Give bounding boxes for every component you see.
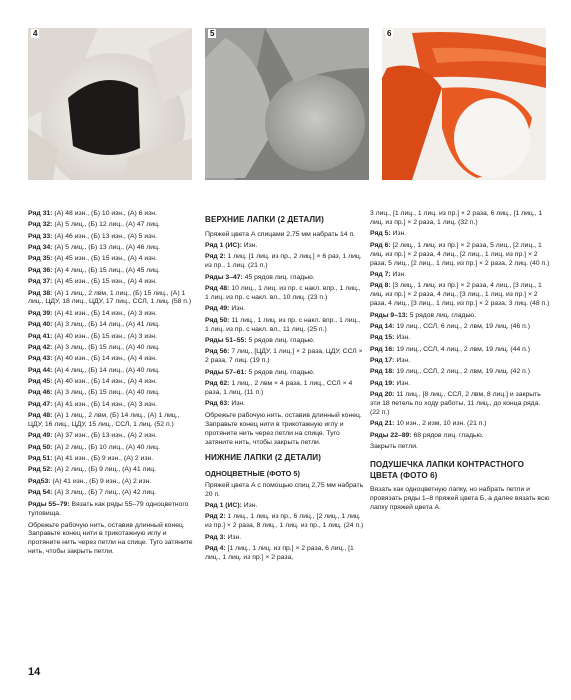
row-label: Ряд 48:	[205, 285, 230, 293]
row-text: (А) 46 изн., (Б) 13 изн., (А) 5 изн.	[52, 232, 157, 240]
row-text: Изн.	[394, 334, 410, 342]
row-label: Ряд 17:	[370, 357, 395, 365]
row-text: Изн.	[394, 379, 410, 387]
row-text: [2 лиц., 1 лиц. из пр.] × 2 раза, 5 лиц., [2 лиц., 1 лиц. из пр.] × 2 раза, 4 лиц., [2 лиц., 1 лиц. из пр.] × 2 раза, 5 лиц., [2 лиц., 1 лиц. из пр.] × 2 раза, 2 лиц. (40 п.)	[370, 241, 550, 267]
row-label: Ряд 41:	[28, 332, 53, 340]
photo-5	[205, 28, 369, 180]
row-label: Ряд 52:	[28, 466, 53, 474]
row-label: Ряд 39:	[28, 309, 53, 317]
row-text: 19 лиц., ССЛ, 2 лиц., 2 лвм, 19 лиц. (42 п.)	[394, 368, 530, 376]
row-text: (А) 4 лиц., (Б) 14 лиц., (А) 40 лиц.	[52, 366, 160, 374]
row-label: Ряд 1 (ИС):	[205, 242, 242, 250]
intro-text: Пряжей цвета А с помощью спиц 2,75 мм набрать 20 п.	[205, 481, 364, 498]
row-label: Ряд 32:	[28, 221, 53, 229]
pattern-row	[370, 323, 550, 332]
row-label: Ряд 37:	[28, 278, 53, 286]
row-text: (А) 41 изн., (Б) 9 изн., (А) 2 изн.	[52, 455, 154, 463]
row-text: (А) 5 лиц., (Б) 12 лиц., (А) 47 лиц.	[52, 221, 160, 229]
row-label: Ряд 47:	[28, 400, 53, 408]
row-text: (А) 5 лиц., (Б) 13 лиц., (А) 46 лиц.	[52, 244, 160, 252]
row-text: Изн.	[225, 533, 242, 541]
pattern-row	[28, 412, 196, 430]
row-text: (А) 1 лиц., 2 лвм, (Б) 14 лиц., (А) 1 лиц., ЦДУ, 16 лиц., ЦДУ, 15 лиц., ССЛ, 1 лиц. (52 п.)	[28, 412, 180, 429]
continued-text: 3 лиц., [1 лиц., 1 лиц. из пр.] × 2 раза, 6 лиц., [1 лиц., 1 лиц. из пр.] × 2 раза, 1 лиц. (32 п.)	[370, 210, 543, 226]
pattern-row	[370, 357, 550, 366]
pattern-row	[205, 380, 365, 398]
pattern-row	[370, 420, 550, 429]
row-text: (А) 2 лиц., (Б) 9 лиц., (А) 41 лиц.	[52, 466, 157, 474]
knitted-bunny-with-black-patch-icon	[28, 28, 192, 180]
pattern-row	[28, 432, 196, 441]
row-text: 11 лиц., 1 лиц. из пр. с накл. впр., 1 лиц., 1 лиц. из пр. с накл. вл., 11 лиц. (25 п.)	[205, 316, 361, 333]
row-label: Ряд 48:	[28, 412, 53, 420]
row-text: 1 лиц. [1 лиц. из пр., 2 лиц.] × 6 раз, 1 лиц. из пр., 1 лиц. (21 п.)	[205, 253, 362, 270]
row-label: Ряд 54:	[28, 489, 53, 497]
finish-note	[28, 522, 196, 558]
pattern-row	[28, 278, 196, 287]
photo-6	[382, 28, 546, 180]
row-label: Ряд 46:	[28, 389, 53, 397]
row-text: (А) 40 изн., (Б) 14 изн., (А) 4 изн.	[52, 378, 157, 385]
row-text: 10 лиц., 1 лиц. из пр. с накл. впр., 1 лиц., 1 лиц. из пр. с накл. вл., 10 лиц. (23 п.)	[205, 285, 361, 302]
column-1	[28, 210, 196, 561]
photo-number: 6	[387, 29, 392, 38]
row-text: Изн.	[229, 305, 245, 313]
column-2	[205, 210, 365, 565]
subheading-single-color: ОДНОЦВЕТНЫЕ (ФОТО 5)	[205, 468, 300, 478]
row-label: Ряд 6:	[370, 241, 391, 249]
row-label: Ряды 57–61:	[205, 368, 247, 376]
row-label: Ряд53:	[28, 477, 51, 485]
row-label: Ряд 15:	[370, 334, 395, 342]
row-text: 5 рядов лиц. гладью.	[407, 311, 477, 319]
row-text: Вязать как ряды 55–79 одноцветного туловища.	[28, 500, 189, 517]
pattern-row	[28, 466, 196, 475]
pattern-row	[28, 401, 196, 410]
row-label: Ряд 20:	[370, 391, 395, 399]
pattern-row	[28, 367, 196, 376]
row-text: Обрежьте рабочую нить, оставив длинный конец. Заправьте конец нити в трикотажную иглу и протяните нить через петли на спице. Туго затяните нить, чтобы закрыть петли.	[28, 521, 193, 556]
knitted-orange-paws-with-white-pad-icon	[382, 28, 546, 180]
row-text: Изн.	[390, 270, 407, 278]
row-label: Ряд 44:	[28, 366, 53, 374]
row-label: Ряд 50:	[205, 316, 230, 324]
row-label: Ряд 45:	[28, 378, 53, 385]
row-label: Ряд 33:	[28, 232, 53, 240]
row-text: (А) 41 изн., (Б) 14 изн., (А) 3 изн.	[52, 400, 157, 408]
row-text: 1 лиц., 1 лиц. из пр., 6 лиц., [2 лиц., 1 лиц. из пр.] × 2 раза, 8 лиц., 1 лиц. из пр., 1 лиц. (24 п.)	[205, 513, 364, 530]
row-text: (А) 3 лиц., (Б) 14 лиц., (А) 41 лиц.	[52, 321, 160, 329]
photo-number: 5	[210, 29, 215, 38]
row-text: Изн.	[241, 502, 258, 510]
row-label: Ряд 4:	[205, 545, 226, 553]
pattern-row	[370, 230, 550, 239]
close-text: Закрыть петли.	[370, 443, 418, 451]
row-label: Ряды 9–13:	[370, 311, 408, 319]
row-text: (А) 41 изн., (Б) 14 изн., (А) 3 изн.	[52, 309, 157, 317]
pattern-row	[205, 513, 365, 531]
row-label: Ряд 36:	[28, 266, 53, 274]
row-label: Ряд 18:	[370, 368, 395, 376]
pattern-row	[28, 221, 196, 230]
row-text: (А) 3 лиц., (Б) 15 лиц., (А) 40 лиц.	[52, 343, 160, 351]
pattern-row	[28, 489, 196, 498]
pattern-row	[205, 253, 365, 271]
pattern-row	[28, 355, 196, 364]
section-heading-upper-paws: ВЕРХНИЕ ЛАПКИ (2 ДЕТАЛИ)	[205, 215, 324, 224]
pattern-row	[28, 344, 196, 353]
row-text: Изн.	[390, 230, 407, 238]
pattern-row	[205, 545, 365, 563]
row-label: Ряд 63:	[205, 400, 230, 408]
row-label: Ряд 56:	[205, 348, 230, 356]
row-label: Ряд 51:	[28, 455, 53, 463]
pattern-row	[205, 502, 365, 511]
row-text: (А) 3 лиц., (Б) 7 лиц., (А) 42 лиц.	[52, 489, 157, 497]
row-label: Ряд 43:	[28, 355, 53, 363]
finish-note: Обрежьте рабочую нить, оставив длинный конец. Заправьте конец нити в трикотажную иглу и протяните нить через петли на спице. Туго затяните нить, чтобы закрыть петли.	[205, 412, 362, 447]
row-text: (А) 41 изн., (Б) 9 изн., (А) 2 изн.	[50, 477, 152, 485]
pattern-row	[370, 282, 550, 309]
pattern-row	[28, 478, 196, 487]
row-label: Ряд 7:	[370, 270, 391, 278]
row-text: 45 рядов лиц. гладью.	[242, 273, 315, 281]
contrast-pad-text: Вязать как одноцветную лапку, но набрать петли и провязать ряды 1–8 пряжей цвета Б, а далее вязать всю лапку пряжей цвета А.	[370, 486, 550, 512]
pattern-row	[28, 389, 196, 398]
pattern-row	[28, 290, 196, 308]
row-text: (А) 4 лиц., (Б) 15 лиц., (А) 45 лиц.	[52, 266, 160, 274]
rows-lower-paws-cont	[370, 230, 550, 440]
photo-number: 4	[33, 29, 38, 38]
intro-text: Пряжей цвета А спицами 2,75 мм набрать 14 п.	[205, 230, 356, 238]
pattern-row	[28, 501, 196, 519]
pattern-row	[370, 368, 550, 377]
pattern-row	[28, 255, 196, 264]
row-text: (А) 45 изн., (Б) 15 изн., (А) 4 изн.	[52, 255, 157, 263]
pattern-row	[205, 369, 365, 378]
pattern-row	[28, 455, 196, 464]
row-text: Изн.	[241, 242, 258, 250]
pattern-row	[28, 267, 196, 276]
row-label: Ряд 3:	[205, 533, 226, 541]
row-text: 7 лиц., [ЦДУ, 1 лиц.] × 2 раза, ЦДУ, ССЛ × 2 раза, 7 лиц. (19 п.)	[205, 348, 363, 365]
rows-upper-paws	[205, 242, 365, 409]
row-text: (А) 48 изн., (Б) 10 изн., (А) 6 изн.	[52, 210, 157, 217]
knitted-grey-paw-icon	[205, 28, 369, 180]
row-text: 19 лиц., ССЛ, 4 лиц., 2 лвм, 19 лиц. (44 п.)	[394, 345, 530, 353]
row-label: Ряды 55–79:	[28, 500, 70, 508]
pattern-row	[28, 244, 196, 253]
row-label: Ряд 1 (ИС):	[205, 502, 242, 510]
row-text: [1 лиц., 1 лиц. из пр.] × 2 раза, 6 лиц., [1 лиц., 1 лиц. из пр.] × 2 раза,	[205, 545, 354, 562]
row-label: Ряд 34:	[28, 244, 53, 252]
pattern-row	[205, 285, 365, 303]
row-label: Ряды 3–47:	[205, 273, 243, 281]
row-text: 11 лиц., [8 лиц., ССЛ, 2 лвм, 8 лиц.] и закрыть эти 18 петель по ходу работы, 11 лиц., до конца ряда. (22 п.)	[370, 391, 541, 417]
row-label: Ряд 49:	[28, 432, 53, 440]
row-label: Ряд 31:	[28, 210, 53, 217]
row-text: (А) 40 изн., (Б) 14 изн., (А) 4 изн.	[52, 355, 157, 363]
pattern-row	[28, 378, 196, 387]
pattern-row	[370, 432, 550, 441]
row-label: Ряд 5:	[370, 230, 391, 238]
section-heading-lower-paws: НИЖНИЕ ЛАПКИ (2 ДЕТАЛИ)	[205, 453, 322, 463]
row-text: (А) 3 лиц., (Б) 15 лиц., (А) 40 лиц.	[52, 389, 160, 397]
row-text: (А) 2 лиц., (Б) 10 лиц., (А) 40 лиц.	[52, 443, 160, 451]
pattern-row	[205, 317, 365, 335]
row-text: (А) 45 изн., (Б) 15 изн., (А) 4 изн.	[52, 278, 157, 286]
pattern-row	[370, 380, 550, 389]
row-text: 1 лиц., 2 лвм × 4 раза, 1 лиц., ССЛ × 4 раза, 1 лиц. (11 п.)	[205, 380, 353, 397]
row-label: Ряд 42:	[28, 343, 53, 351]
row-label: Ряд 38:	[28, 289, 53, 297]
pattern-row	[205, 534, 365, 543]
row-text: 5 рядов лиц. гладью.	[246, 337, 315, 345]
row-text: (А) 1 лиц., 2 лвм, 1 лиц., (Б) 15 лиц., (А) 1 лиц., ЦДУ, 18 лиц., ЦДУ, 17 лиц., ССЛ, 1 лиц. (58 п.)	[28, 289, 192, 306]
pattern-row	[28, 210, 196, 219]
row-text: (А) 37 изн., (Б) 13 изн., (А) 2 изн.	[52, 432, 157, 440]
row-label: Ряд 2:	[205, 253, 226, 261]
row-text: Изн.	[229, 400, 245, 408]
row-label: Ряд 49:	[205, 305, 230, 313]
row-text: (А) 40 изн., (Б) 15 изн., (А) 3 изн.	[52, 332, 157, 340]
pattern-row	[28, 333, 196, 342]
pattern-row	[370, 271, 550, 280]
column-3	[370, 210, 550, 516]
photo-4	[28, 28, 192, 180]
row-text: [3 лиц., 1 лиц. из пр.] × 2 раза, 4 лиц., [3 лиц., 1 лиц. из пр.] × 2 раза, 4 лиц., [3 лиц., 1 лиц. из пр.] × 2 раза, 4 лиц., [3 лиц., 1 лиц. из пр.] × 2 раза, 3 лиц. (48 п.)	[370, 282, 550, 308]
pattern-row	[28, 233, 196, 242]
pattern-row	[370, 242, 550, 269]
row-label: Ряд 21:	[370, 420, 395, 428]
section-heading-contrast-pad: ПОДУШЕЧКА ЛАПКИ КОНТРАСТНОГО ЦВЕТА (ФОТО 6)	[370, 460, 525, 480]
pattern-row	[370, 391, 550, 418]
row-label: Ряд 62:	[205, 380, 230, 388]
row-label: Ряд 8:	[370, 282, 391, 290]
pattern-row	[370, 346, 550, 355]
row-label: Ряд 16:	[370, 345, 395, 353]
pattern-row	[28, 310, 196, 319]
row-text: Изн.	[394, 357, 410, 365]
row-label: Ряды 22–89:	[370, 431, 412, 439]
row-label: Ряд 35:	[28, 255, 53, 263]
rows-lower-paws	[205, 502, 365, 563]
row-text: 5 рядов лиц. гладью.	[246, 368, 315, 376]
row-label: Ряды 51–55:	[205, 337, 247, 345]
row-label: Ряд 2:	[205, 513, 226, 521]
pattern-row	[205, 242, 365, 251]
row-text: 10 изн., 2 изм, 10 изн. (21 п.)	[394, 420, 487, 428]
row-label: Ряд 14:	[370, 323, 395, 330]
row-label: Ряд 40:	[28, 321, 53, 329]
pattern-row	[205, 337, 365, 346]
pattern-row	[370, 334, 550, 343]
pattern-row	[205, 274, 365, 283]
pattern-row	[28, 321, 196, 330]
page-number: 14	[28, 666, 41, 678]
pattern-row	[28, 444, 196, 453]
row-text: 68 рядов лиц. гладью.	[411, 431, 484, 439]
pattern-row	[370, 312, 550, 321]
row-label: Ряд 50:	[28, 443, 53, 451]
pattern-row	[205, 348, 365, 366]
row-label: Ряд 19:	[370, 379, 395, 387]
pattern-row	[205, 305, 365, 314]
row-text: 19 лиц., ССЛ, 6 лиц., 2 лвм, 19 лиц. (46 п.)	[394, 323, 530, 330]
pattern-row	[205, 400, 365, 409]
